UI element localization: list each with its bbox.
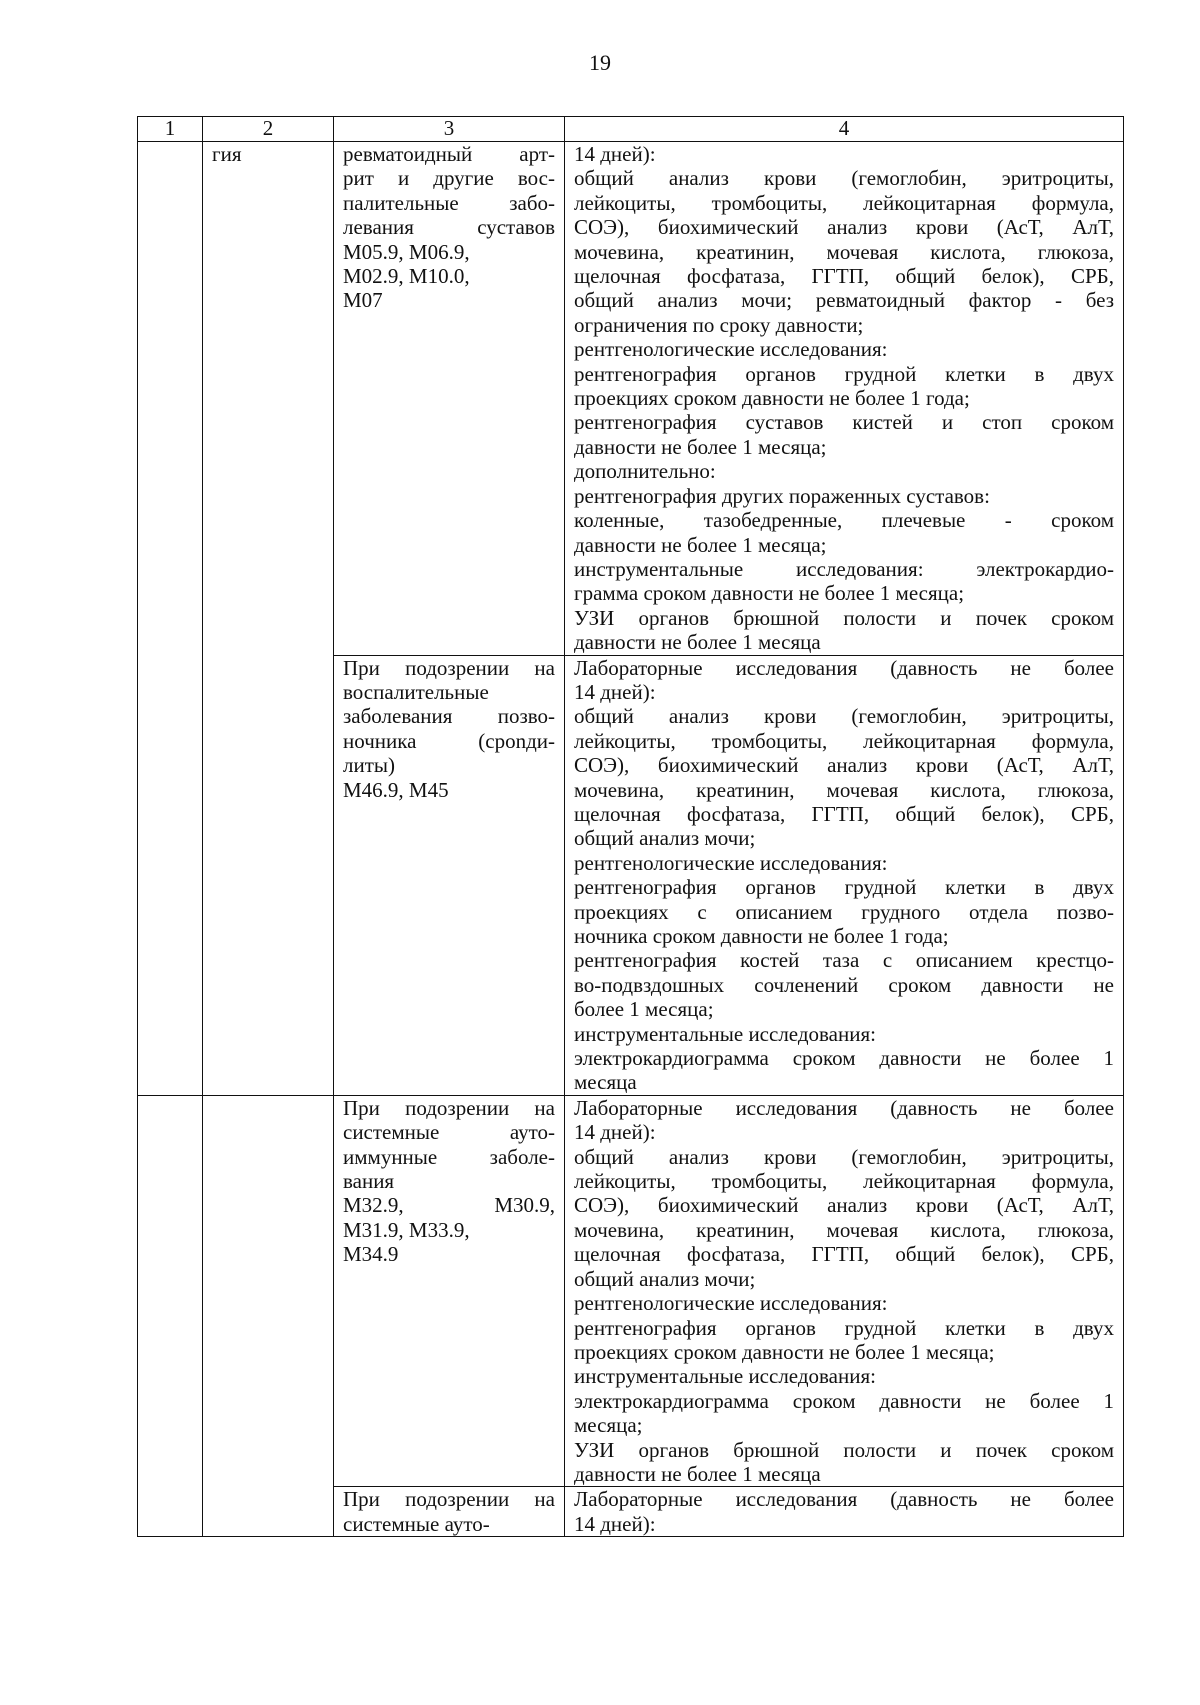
cell-line: Лабораторные исследования (давность не более <box>574 1095 1114 1120</box>
cell-line: 14 дней): <box>574 1511 656 1536</box>
cell-line: СОЭ), биохимический анализ крови (АсТ, АлТ, <box>574 753 1114 778</box>
cell-line: При подозрении на <box>343 655 555 680</box>
cell-line: 14 дней): <box>574 679 656 704</box>
cell-col1 <box>138 142 203 1096</box>
cell-line: давности не более 1 месяца <box>574 1461 821 1486</box>
cell-line: рентгенография органов грудной клетки в двух <box>574 875 1114 900</box>
cell-line: инструментальные исследования: <box>574 1364 876 1389</box>
cell-line: вания <box>343 1169 395 1194</box>
cell-line: рентгенография других пораженных суставов: <box>574 483 990 508</box>
cell-line: лейкоциты, тромбоциты, лейкоцитарная формула, <box>574 1169 1114 1194</box>
cell-line: давности не более 1 месяца; <box>574 532 827 557</box>
cell-col3 <box>334 1487 565 1537</box>
cell-line: лейкоциты, тромбоциты, лейкоцитарная формула, <box>574 728 1114 753</box>
cell-col4 <box>565 1095 1124 1487</box>
column-header-3: 3 <box>334 117 565 142</box>
cell-col3 <box>334 142 565 656</box>
cell-line: общий анализ крови (гемоглобин, эритроциты, <box>574 704 1114 729</box>
cell-col1 <box>138 1095 203 1536</box>
cell-line: СОЭ), биохимический анализ крови (АсТ, АлТ, <box>574 215 1114 240</box>
cell-line: M32.9, M30.9, <box>343 1193 555 1218</box>
cell-line: месяца <box>574 1070 637 1095</box>
cell-line: проекциях с описанием грудного отдела позво- <box>574 899 1114 924</box>
column-header-2: 2 <box>203 117 334 142</box>
cell-line: 14 дней): <box>574 142 656 166</box>
cell-line: M34.9 <box>343 1242 399 1267</box>
cell-line: левания суставов <box>343 215 555 240</box>
cell-line: дополнительно: <box>574 459 716 484</box>
table-row <box>138 1095 1124 1487</box>
table-row <box>138 142 1124 656</box>
cell-line: рентгенологические исследования: <box>574 850 888 875</box>
cell-line: более 1 месяца; <box>574 997 714 1022</box>
cell-line: во-подвздошных сочленений сроком давности не <box>574 972 1114 997</box>
cell-line: мочевина, креатинин, мочевая кислота, глюкоза, <box>574 1217 1114 1242</box>
cell-col2: гия <box>203 142 334 1096</box>
cell-col4 <box>565 1487 1124 1537</box>
cell-line: инструментальные исследования: электрокардио- <box>574 556 1114 581</box>
page-number: 19 <box>589 50 611 75</box>
column-header-4: 4 <box>565 117 1124 142</box>
cell-line: электрокардиограмма сроком давности не более 1 <box>574 1388 1114 1413</box>
cell-line: M02.9, M10.0, <box>343 264 470 289</box>
cell-line: общий анализ крови (гемоглобин, эритроциты, <box>574 1144 1114 1169</box>
cell-line: мочевина, креатинин, мочевая кислота, глюкоза, <box>574 777 1114 802</box>
cell-line: мочевина, креатинин, мочевая кислота, глюкоза, <box>574 239 1114 264</box>
cell-line: M07 <box>343 288 383 313</box>
cell-line: системные ауто- <box>343 1511 490 1536</box>
column-header-1: 1 <box>138 117 203 142</box>
cell-line: электрокардиограмма сроком давности не более 1 <box>574 1046 1114 1071</box>
cell-line: M46.9, M45 <box>343 777 449 802</box>
cell-col4 <box>565 142 1124 656</box>
cell-line: коленные, тазобедренные, плечевые - сроком <box>574 508 1114 533</box>
cell-line: M31.9, M33.9, <box>343 1217 470 1242</box>
cell-line: рентгенография костей таза с описанием крестцо- <box>574 948 1114 973</box>
cell-line: литы) <box>343 753 395 778</box>
cell-line: рентгенография органов грудной клетки в двух <box>574 1315 1114 1340</box>
cell-line: общий анализ крови (гемоглобин, эритроциты, <box>574 166 1114 191</box>
cell-line: рентгенография суставов кистей и стоп сроком <box>574 410 1114 435</box>
cell-line: общий анализ мочи; <box>574 826 756 851</box>
cell-line: рентгенологические исследования: <box>574 337 888 362</box>
cell-line: щелочная фосфатаза, ГГТП, общий белок), СРБ, <box>574 801 1114 826</box>
cell-col3 <box>334 1095 565 1487</box>
cell-line: лейкоциты, тромбоциты, лейкоцитарная формула, <box>574 190 1114 215</box>
cell-line: воспалительные <box>343 679 489 704</box>
cell-line: Лабораторные исследования (давность не более <box>574 655 1114 680</box>
cell-line: Лабораторные исследования (давность не более <box>574 1487 1114 1512</box>
cell-line: щелочная фосфатаза, ГГТП, общий белок), СРБ, <box>574 1242 1114 1267</box>
cell-line: 14 дней): <box>574 1120 656 1145</box>
cell-col2 <box>203 1095 334 1536</box>
cell-line: рентгенография органов грудной клетки в двух <box>574 361 1114 386</box>
cell-line: M05.9, M06.9, <box>343 239 470 264</box>
cell-line: УЗИ органов брюшной полости и почек сроком <box>574 605 1114 630</box>
cell-line: проекциях сроком давности не более 1 месяца; <box>574 1339 995 1364</box>
cell-line: щелочная фосфатаза, ГГТП, общий белок), СРБ, <box>574 264 1114 289</box>
cell-line: При подозрении на <box>343 1095 555 1120</box>
cell-col3 <box>334 655 565 1095</box>
cell-line: давности не более 1 месяца; <box>574 434 827 459</box>
cell-line: СОЭ), биохимический анализ крови (АсТ, АлТ, <box>574 1193 1114 1218</box>
cell-line: инструментальные исследования: <box>574 1021 876 1046</box>
cell-line: УЗИ органов брюшной полости и почек сроком <box>574 1437 1114 1462</box>
cell-line: рит и другие вос- <box>343 166 555 191</box>
table-header-row <box>138 117 1124 142</box>
cell-line: иммунные заболе- <box>343 1144 555 1169</box>
cell-line: месяца; <box>574 1413 643 1438</box>
cell-line: общий анализ мочи; <box>574 1266 756 1291</box>
cell-line: проекциях сроком давности не более 1 года; <box>574 386 970 411</box>
cell-col4 <box>565 655 1124 1095</box>
cell-line: рентгенологические исследования: <box>574 1291 888 1316</box>
cell-line: ночника сроком давности не более 1 года; <box>574 924 949 948</box>
cell-line: системные ауто- <box>343 1120 555 1145</box>
cell-line: общий анализ мочи; ревматоидный фактор - без <box>574 288 1114 313</box>
cell-line: При подозрении на <box>343 1487 555 1512</box>
cell-line: ограничения по сроку давности; <box>574 312 864 337</box>
cell-line: ревматоидный арт- <box>343 142 555 166</box>
cell-line: заболевания позво- <box>343 704 555 729</box>
cell-line: палительные забо- <box>343 190 555 215</box>
cell-line: давности не более 1 месяца <box>574 630 821 655</box>
requirements-table <box>137 116 1124 1537</box>
cell-line: грамма сроком давности не более 1 месяца; <box>574 581 965 606</box>
cell-line: ночника (сponди- <box>343 728 555 753</box>
